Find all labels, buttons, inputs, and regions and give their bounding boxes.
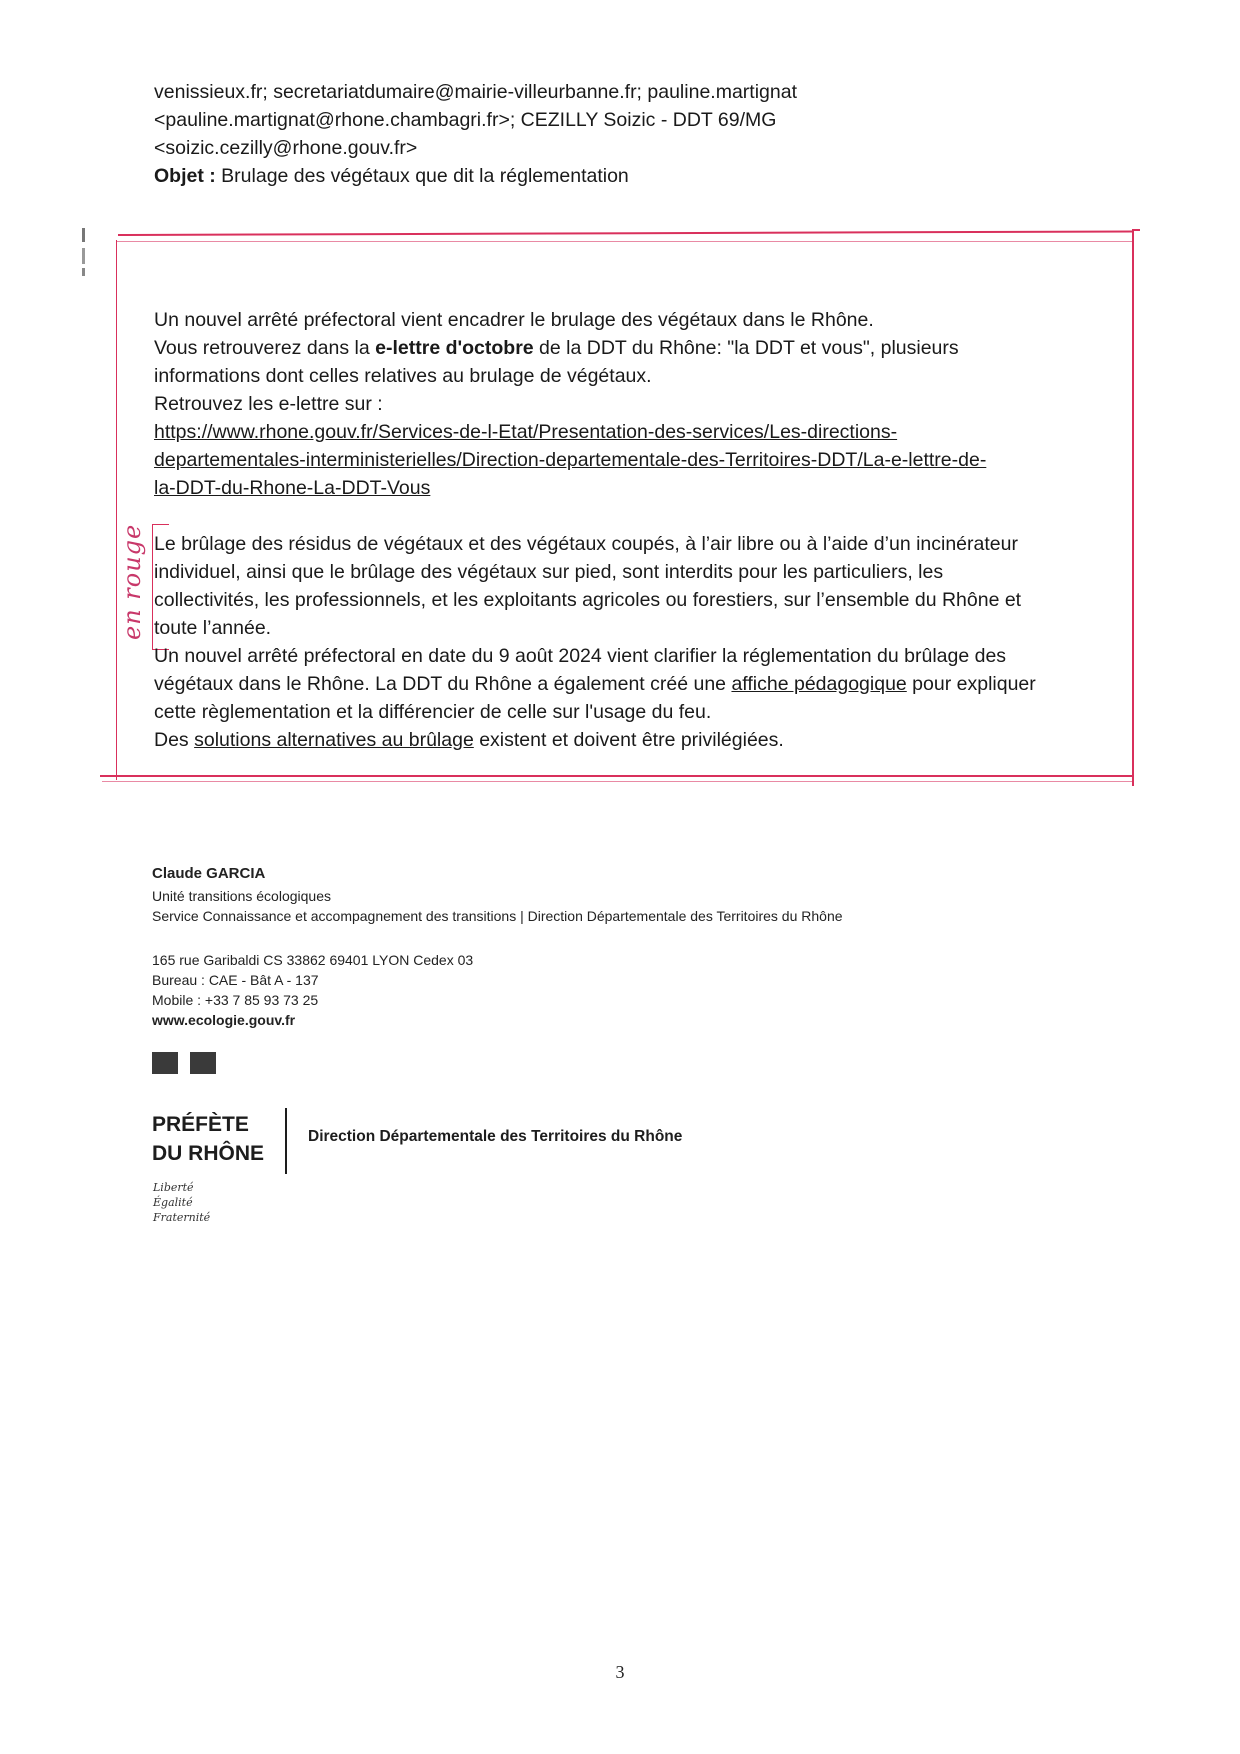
scan-artifact <box>82 228 85 276</box>
message-line: Un nouvel arrêté préfectoral vient encadrer le brulage des végétaux dans le Rhône. <box>154 309 874 331</box>
red-frame-top <box>118 230 1134 236</box>
email-header <box>154 78 1114 190</box>
message-line: individuel, ainsi que le brûlage des végétaux sur pied, sont interdits pour les particuliers, les <box>154 561 944 583</box>
motto-liberte: Liberté <box>153 1181 194 1194</box>
marianne-logo-icon <box>152 1052 216 1074</box>
signature-mobile: Mobile : +33 7 85 93 73 25 <box>152 992 319 1008</box>
prefete-title <box>152 1110 264 1168</box>
message-line: Retrouvez les e-lettre sur : <box>154 393 383 415</box>
recipients-line-2: <pauline.martignat@rhone.chambagri.fr>; CEZILLY Soizic - DDT 69/MG <box>154 109 777 131</box>
message-line: cette règlementation et la différencier de celle sur l'usage du feu. <box>154 701 712 723</box>
e-lettre-bold: e-lettre d'octobre <box>375 337 534 359</box>
message-line: collectivités, les professionnels, et les exploitants agricoles ou forestiers, sur l’ensemble du Rhône et <box>154 589 1022 611</box>
logo-separator <box>285 1108 287 1174</box>
red-frame-left <box>116 240 117 780</box>
message-line: Un nouvel arrêté préfectoral en date du 9 août 2024 vient clarifier la réglementation du brûlage des <box>154 645 1007 667</box>
text-segment: de la DDT du Rhône: "la DDT et vous", plusieurs <box>533 337 959 359</box>
message-line <box>154 726 1114 754</box>
message-line <box>154 670 1114 698</box>
text-segment: Des <box>154 729 195 751</box>
motto-fraternite: Fraternité <box>153 1211 211 1224</box>
message-paragraph-1 <box>154 306 1114 502</box>
red-frame-bottom <box>100 775 1134 777</box>
signature-unit: Unité transitions écologiques <box>152 888 331 904</box>
affiche-pedagogique-link[interactable]: affiche pédagogique <box>731 673 907 695</box>
e-lettre-link-line-1[interactable]: https://www.rhone.gouv.fr/Services-de-l-Etat/Presentation-des-services/Les-directions- <box>154 421 898 443</box>
e-lettre-link-line-3[interactable]: la-DDT-du-Rhone-La-DDT-Vous <box>154 477 431 499</box>
signature-website[interactable]: www.ecologie.gouv.fr <box>152 1012 296 1028</box>
message-line: toute l’année. <box>154 617 272 639</box>
message-line <box>154 334 1114 362</box>
text-segment: pour expliquer <box>906 673 1036 695</box>
red-frame-right <box>1132 230 1134 786</box>
department-name: Direction Départementale des Territoires du Rhône <box>308 1128 683 1145</box>
recipients-line-1: venissieux.fr; secretariatdumaire@mairie-villeurbanne.fr; pauline.martignat <box>154 81 797 103</box>
e-lettre-link-line-2[interactable]: departementales-interministerielles/Direction-departementale-des-Territoires-DDT/La-e-lettre-de- <box>154 449 987 471</box>
text-segment: Vous retrouverez dans la <box>154 337 376 359</box>
message-paragraph-2 <box>154 530 1114 754</box>
republic-motto <box>153 1180 210 1225</box>
signature-affiliation <box>152 886 1052 926</box>
recipients-line-3: <soizic.cezilly@rhone.gouv.fr> <box>154 137 418 159</box>
subject-value: Brulage des végétaux que dit la réglementation <box>215 165 629 187</box>
text-segment: existent et doivent être privilégiées. <box>473 729 784 751</box>
red-frame-bottom-inner <box>102 781 1132 782</box>
message-line: Le brûlage des résidus de végétaux et des végétaux coupés, à l’air libre ou à l’aide d’un incinérateur <box>154 533 1018 555</box>
solutions-alternatives-link[interactable]: solutions alternatives au brûlage <box>194 729 474 751</box>
red-frame-top-inner <box>116 241 1134 242</box>
subject-line <box>154 162 1114 190</box>
signature-contact <box>152 950 1052 1030</box>
signature-office: Bureau : CAE - Bât A - 137 <box>152 972 319 988</box>
motto-egalite: Égalité <box>153 1196 193 1209</box>
page-number: 3 <box>615 1662 625 1682</box>
prefete-line-2: DU RHÔNE <box>152 1142 265 1165</box>
signature-service: Service Connaissance et accompagnement des transitions | Direction Départementale des Territoires du Rhône <box>152 908 843 924</box>
signature-address: 165 rue Garibaldi CS 33862 69401 LYON Cedex 03 <box>152 952 474 968</box>
signature-name: Claude GARCIA <box>152 865 266 882</box>
text-segment: végétaux dans le Rhône. La DDT du Rhône a également créé une <box>154 673 732 695</box>
prefete-line-1: PRÉFÈTE <box>152 1113 249 1136</box>
message-line: informations dont celles relatives au brulage de végétaux. <box>154 365 652 387</box>
handwritten-annotation: en rouge <box>118 523 146 640</box>
subject-label: Objet : <box>154 165 216 187</box>
